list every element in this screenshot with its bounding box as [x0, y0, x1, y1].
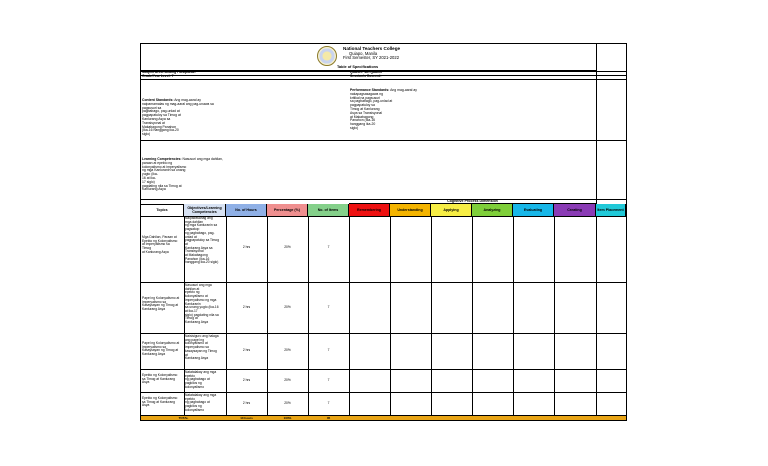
school-name: National Teachers College	[343, 46, 401, 51]
school-seal-icon	[317, 46, 337, 66]
row-items: 7	[327, 305, 330, 309]
table-row	[141, 216, 626, 283]
row-topic: Mga Dahilan, Paraan at Epekto ng Kolonyalismo at Imperyalismo sa Timog at Kanlurang Asya	[142, 235, 178, 254]
total-items: 35	[326, 416, 331, 420]
row-topic: Epekto ng Kolonyalismo sa Timog at Kanlurang Asya	[142, 396, 178, 408]
sessions-covered: Session/s Covered:	[350, 74, 382, 78]
divider	[141, 75, 626, 76]
divider	[141, 79, 626, 80]
row-objective: Naisisiguro ang halaga ang papel ng kolonyalismo at imperyalismo sa kasaysayan ng Timog at Kanlurang Asya	[185, 334, 219, 361]
school-info	[343, 47, 400, 61]
quarter: Quarter: 4th Quarter	[350, 70, 383, 74]
col-applying: Applying	[431, 204, 472, 216]
total-row	[141, 416, 626, 420]
school-semester: First Semester, SY 2021-2022	[343, 55, 400, 61]
row-hours: 2 hrs	[242, 305, 251, 309]
row-percentage: 20%	[284, 401, 291, 405]
content-standards-label: Content Standards:	[142, 98, 174, 102]
row-hours: 2 hrs	[242, 401, 251, 405]
row-objective: Nasusuri ang mga dahilan at epekto ng kolonyalismo at imperyalismo ng mga Kanluranin sa unang yugto (ika-16 at ika-17 siglo) pagdating nila sa Timog at Kanlurang Asya	[185, 283, 219, 325]
row-percentage: 20%	[284, 348, 291, 352]
school-address: Quiapo, Manila	[349, 50, 378, 56]
col-analyzing: Analyzing	[472, 204, 513, 216]
divider	[141, 71, 626, 72]
row-hours: 2 hrs	[242, 245, 251, 249]
learning-competencies	[142, 158, 242, 192]
learning-competencies-label: Learning Competencies:	[142, 157, 182, 161]
grade-level: Grade/Year Level: 7	[142, 74, 174, 78]
row-hours: 2 hrs	[242, 378, 251, 382]
col-topics: Topics	[141, 204, 184, 216]
header-right-cell	[596, 44, 626, 71]
cognitive-levels-title: Cognitive Process Dimension	[349, 199, 596, 204]
row-objective: Natatalakay ang mga epekto ng pagbabago at pagkilos ng kolonyalismo	[185, 370, 217, 389]
document-title: Table of Specifications	[337, 65, 379, 69]
row-objective: Naipaliliwanag ang mga dahilan ng mga Kanluranin sa pagsakop ng pagbabago, pag- unlad at pagpapatuloy sa Timog at Kanlurang Asya sa Transisyonal at Makabagong Panahon (Ika-16 hanggang ika-20 siglo)	[185, 216, 220, 265]
row-hours: 2 hrs	[242, 348, 251, 352]
table-row	[141, 334, 626, 370]
row-percentage: 20%	[284, 378, 291, 382]
performance-standards-text: Ang mag-aaral ay nakapagsasagawa ng kritikal na pagsusuri sa pagbabago, pag-unlad at pagpapatuloy sa Timog at Kanlurang Asya sa Transisyonal at Makabagong Panahon (Ika-16 hanggang ika-20 siglo)	[350, 88, 417, 130]
performance-standards	[350, 89, 440, 131]
col-percentage: Percentage (%)	[267, 204, 308, 216]
total-label: TOTAL	[178, 416, 189, 420]
col-creating: Creating	[554, 204, 596, 216]
col-evaluating: Evaluating	[513, 204, 554, 216]
row-items: 7	[327, 401, 330, 405]
row-topic: Papel ng Kolonyalismo at Imperyalismo sa Kasaysayan ng Timog at Kanlurang Asya	[142, 296, 180, 312]
table-row	[141, 393, 626, 416]
total-percentage: 100%	[283, 416, 292, 420]
row-topic: Epekto ng Kolonyalismo sa Timog at Kanlurang Asya	[142, 373, 178, 385]
content-standards	[142, 99, 242, 137]
col-items: No. of Items	[308, 204, 349, 216]
row-objective: Natatalakay ang mga epekto ng pagbabago at pagkilos ng kolonyalismo	[185, 393, 217, 412]
tos-sheet	[140, 43, 627, 421]
col-understanding: Understanding	[390, 204, 431, 216]
table-row	[141, 370, 626, 393]
learning-competencies-text: Nasusuri ang mga dahilan, paraan at epekto ng kolonyalismo at imperyalismo ng mga Kanluranin sa unang yugto (ika- 16 at ika- 17 siglo) pagdating nila sa Timog at Kanlurang Asya	[142, 157, 223, 192]
row-percentage: 20%	[284, 305, 291, 309]
performance-standards-label: Performance Standards:	[350, 88, 390, 92]
col-remembering: Remembering	[349, 204, 390, 216]
row-topic: Papel ng Kolonyalismo at Imperyalismo sa Kasaysayan ng Timog at Kanlurang Asya	[142, 341, 180, 357]
divider	[141, 140, 626, 141]
row-percentage: 20%	[284, 245, 291, 249]
row-items: 7	[327, 348, 330, 352]
col-hours: No. of Hours	[226, 204, 267, 216]
row-items: 7	[327, 378, 330, 382]
subject-area: Subject Area: Araling Panlipunan	[142, 70, 196, 74]
row-items: 7	[327, 245, 330, 249]
total-hours: 10 hours	[240, 416, 253, 420]
table-row	[141, 283, 626, 334]
col-objectives: Objectives/Learning Competencies	[184, 204, 226, 216]
col-item-placement: Item Placement	[596, 204, 626, 216]
content-standards-text: Ang mag-aaral ay naipamamalas ng mag-aaral ang pag-unawa sa pagsusuri sa pagbabago, pag-unlad at pagpapatuloy sa Timog at Kanlurang Asya sa Transisyonal at Makabagong Panahon (Ika-16 hanggang ika-20 siglo)	[142, 98, 214, 137]
